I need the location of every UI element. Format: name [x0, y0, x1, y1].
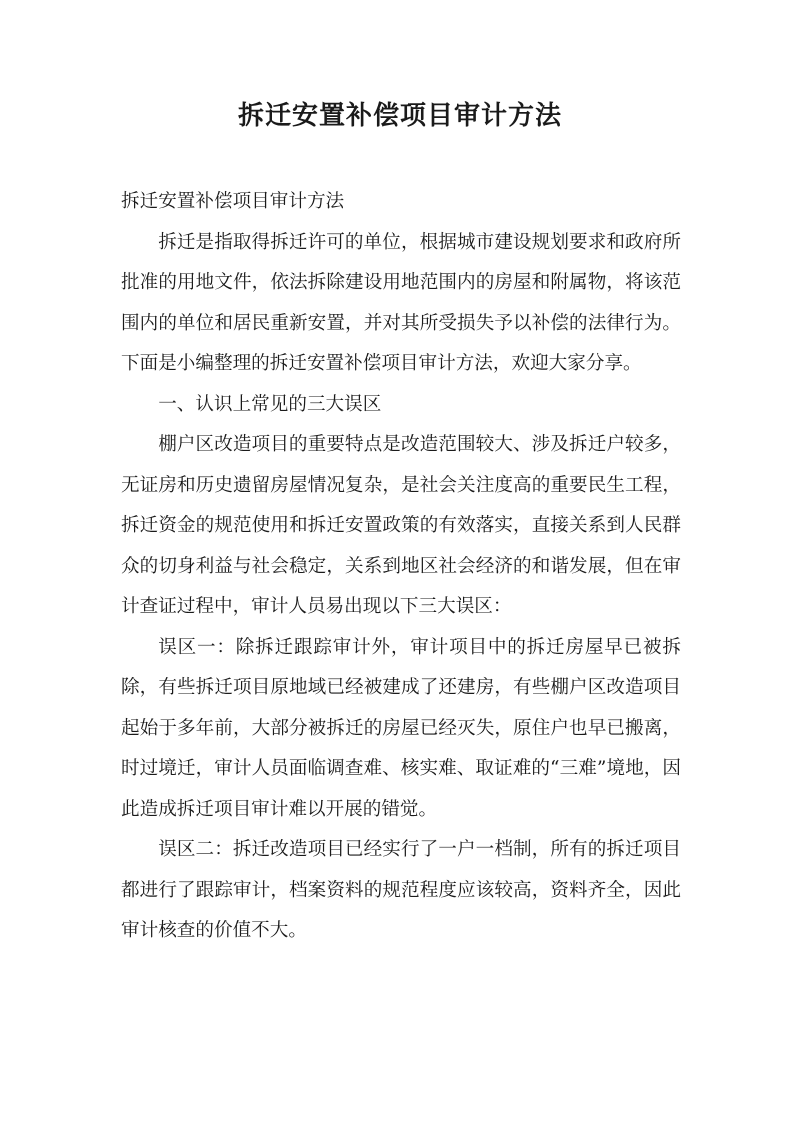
intro-paragraph: 拆迁是指取得拆迁许可的单位，根据城市建设规划要求和政府所批准的用地文件，依法拆除建设用地范围内的房屋和附属物，将该范围内的单位和居民重新安置，并对其所受损失予以补偿的法律行为。下面是小编整理的拆迁安置补偿项目审计方法，欢迎大家分享。 [121, 231, 681, 374]
document-title: 拆迁安置补偿项目审计方法 [237, 101, 562, 131]
document-body [121, 182, 681, 952]
section-heading: 一、认识上常见的三大误区 [158, 393, 382, 415]
body-paragraph: 棚户区改造项目的重要特点是改造范围较大、涉及拆迁户较多，无证房和历史遗留房屋情况复杂，是社会关注度高的重要民生工程，拆迁资金的规范使用和拆迁安置政策的有效落实，直接关系到人民群众的切身利益与社会稳定，关系到地区社会经济的和谐发展，但在审计查证过程中，审计人员易出现以下三大误区： [121, 434, 681, 617]
misconception-one-paragraph: 误区一：除拆迁跟踪审计外，审计项目中的拆迁房屋早已被拆除，有些拆迁项目原地域已经被建成了还建房，有些棚户区改造项目起始于多年前，大部分被拆迁的房屋已经灭失，原住户也早已搬离，时过境迁，审计人员面临调查难、核实难、取证难的“三难”境地，因此造成拆迁项目审计难以开展的错觉。 [121, 636, 681, 820]
subtitle-paragraph: 拆迁安置补偿项目审计方法 [121, 191, 345, 212]
misconception-two-paragraph: 误区二：拆迁改造项目已经实行了一户一档制，所有的拆迁项目都进行了跟踪审计，档案资料的规范程度应该较高，资料齐全，因此审计核查的价值不大。 [121, 839, 681, 941]
